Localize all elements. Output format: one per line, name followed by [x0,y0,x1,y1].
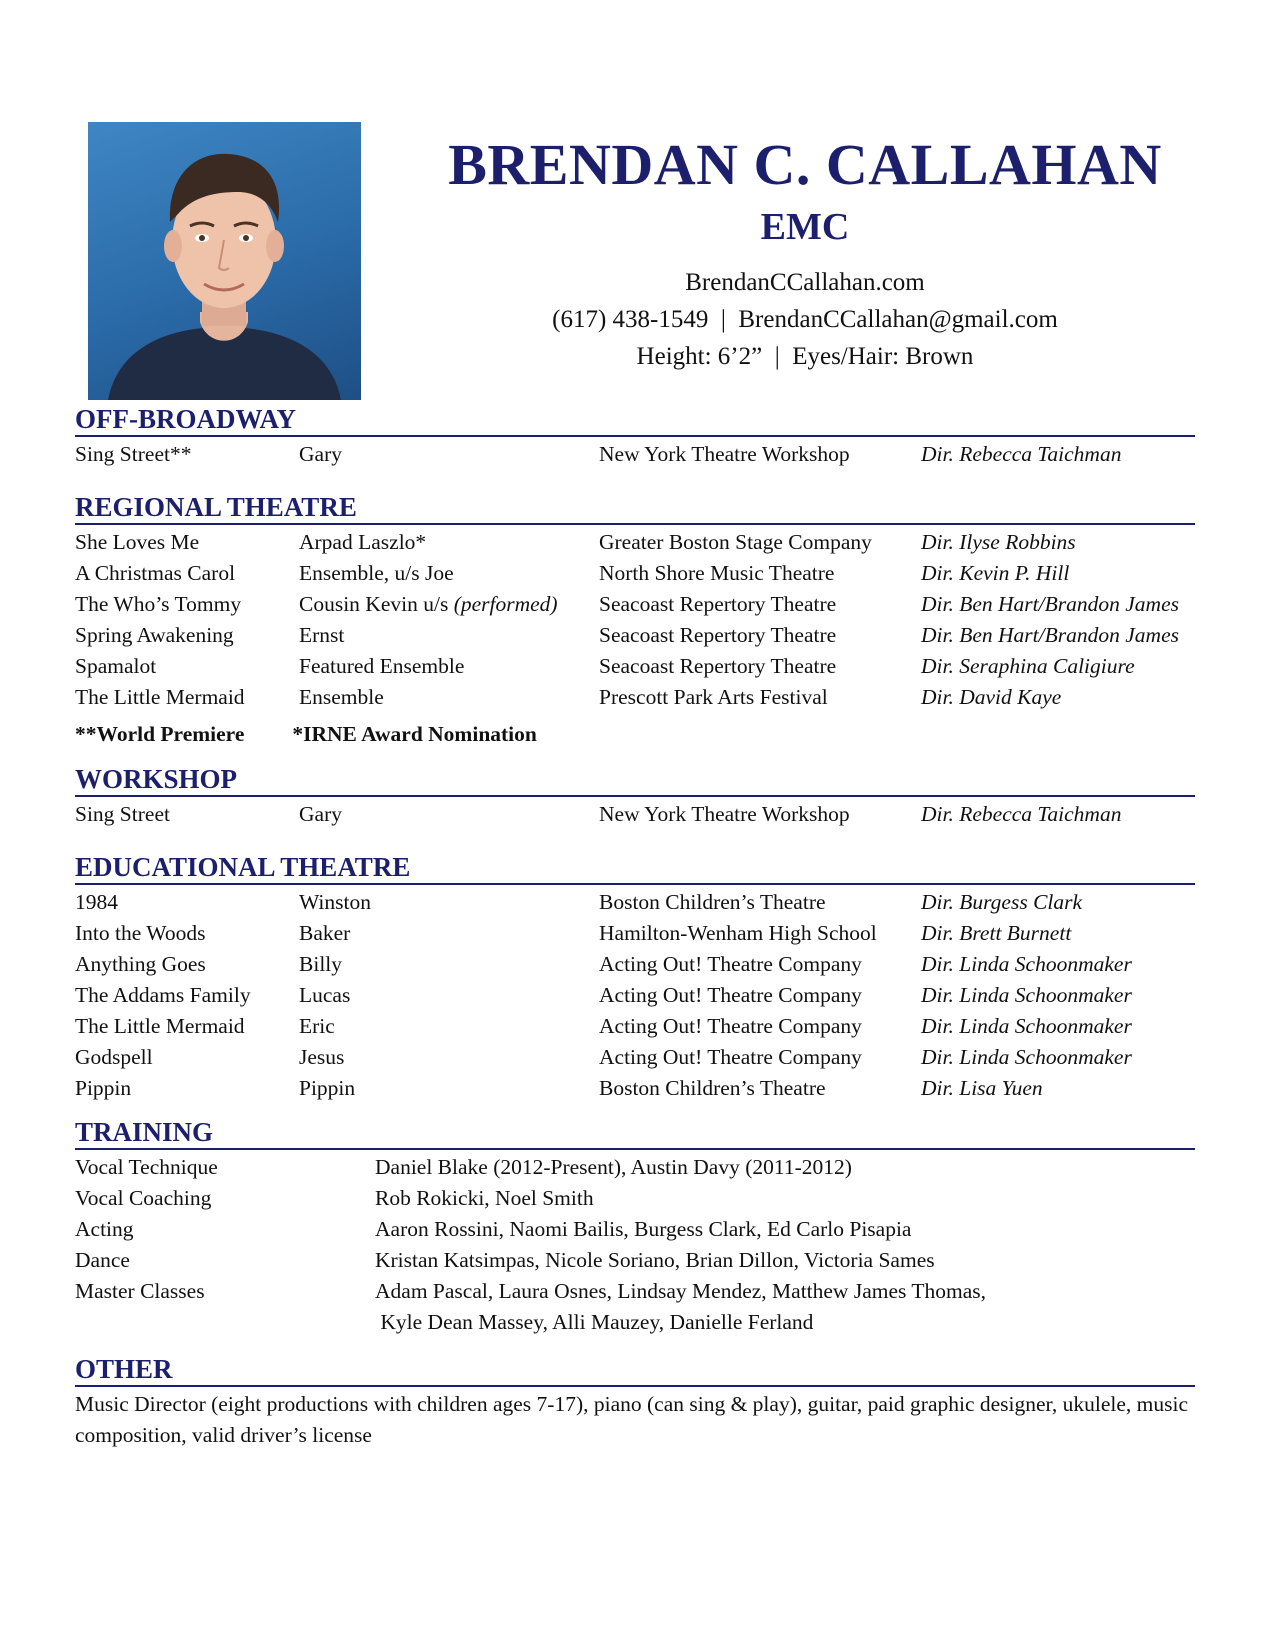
venue: North Shore Music Theatre [599,561,835,585]
director: Dir. Rebecca Taichman [921,802,1122,826]
director: Dir. Lisa Yuen [921,1076,1043,1100]
director: Dir. Linda Schoonmaker [921,952,1132,976]
venue: Acting Out! Theatre Company [599,952,862,976]
training-section [75,1116,1195,1338]
director: Dir. Seraphina Caligiure [921,654,1135,678]
venue: New York Theatre Workshop [599,802,850,826]
show-title: A Christmas Carol [75,561,236,585]
role: Winston [299,890,371,914]
venue: Prescott Park Arts Festival [599,685,828,709]
section-title: EDUCATIONAL THEATRE [75,851,1195,885]
venue: Seacoast Repertory Theatre [599,592,837,616]
director: Dir. Ben Hart/Brandon James [921,592,1179,616]
training-teachers: Kyle Dean Massey, Alli Mauzey, Danielle Ferland [375,1310,814,1334]
show-title: The Who’s Tommy [75,592,242,616]
show-title: The Little Mermaid [75,685,245,709]
role: Gary [299,442,342,466]
training-teachers: Daniel Blake (2012-Present), Austin Davy (2011-2012) [375,1155,852,1179]
show-title: Anything Goes [75,952,206,976]
credit-row [75,439,1195,470]
headshot-photo [88,122,361,400]
training-area: Dance [75,1248,130,1272]
show-title: The Addams Family [75,983,251,1007]
director: Dir. Brett Burnett [921,921,1072,945]
training-area: Vocal Coaching [75,1186,212,1210]
role-note: (performed) [453,592,558,616]
training-row [75,1152,1195,1183]
role: Pippin [299,1076,356,1100]
physical-stats: Height: 6’2” | Eyes/Hair: Brown [636,343,974,370]
credit-row [75,1073,1195,1104]
director: Dir. David Kaye [921,685,1062,709]
show-title: The Little Mermaid [75,1014,245,1038]
role: Ensemble, u/s Joe [299,561,454,585]
section-title: OFF-BROADWAY [75,403,1195,437]
show-title: Spring Awakening [75,623,234,647]
venue: Greater Boston Stage Company [599,530,872,554]
credit-row [75,682,1195,713]
training-row [75,1214,1195,1245]
venue: Boston Children’s Theatre [599,1076,826,1100]
role: Baker [299,921,351,945]
training-teachers: Adam Pascal, Laura Osnes, Lindsay Mendez, Matthew James Thomas, [375,1279,987,1303]
role: Billy [299,952,343,976]
performer-name: BRENDAN C. CALLAHAN [448,132,1162,197]
venue: Acting Out! Theatre Company [599,983,862,1007]
show-title: Into the Woods [75,921,206,945]
role: Ensemble [299,685,384,709]
venue: Acting Out! Theatre Company [599,1014,862,1038]
section-title: WORKSHOP [75,763,1195,797]
credit-row [75,949,1195,980]
director: Dir. Ben Hart/Brandon James [921,623,1179,647]
credit-row [75,1011,1195,1042]
section-title: REGIONAL THEATRE [75,491,1195,525]
credit-row [75,589,1195,620]
training-area [75,1307,375,1338]
venue: Seacoast Repertory Theatre [599,654,837,678]
website: BrendanCCallahan.com [685,269,925,296]
director: Dir. Ilyse Robbins [921,530,1076,554]
section-title: OTHER [75,1353,1195,1387]
regional-section [75,491,1195,750]
director: Dir. Linda Schoonmaker [921,1014,1132,1038]
role: Ernst [299,623,345,647]
role: Featured Ensemble [299,654,465,678]
workshop-section [75,763,1195,830]
venue: Hamilton-Wenham High School [599,921,877,945]
credit-row [75,527,1195,558]
role: Jesus [299,1045,345,1069]
irne-nomination-note: *IRNE Award Nomination [292,722,537,746]
director: Dir. Rebecca Taichman [921,442,1122,466]
director: Dir. Linda Schoonmaker [921,1045,1132,1069]
show-title: Sing Street [75,802,170,826]
training-area: Acting [75,1217,134,1241]
resume-header [380,122,1230,375]
training-teachers: Aaron Rossini, Naomi Bailis, Burgess Clark, Ed Carlo Pisapia [375,1217,912,1241]
director: Dir. Burgess Clark [921,890,1083,914]
credit-row [75,887,1195,918]
show-title: Godspell [75,1045,153,1069]
credit-row [75,918,1195,949]
training-area: Master Classes [75,1279,205,1303]
training-row [75,1245,1195,1276]
training-area: Vocal Technique [75,1155,218,1179]
role [299,589,599,620]
venue: Seacoast Repertory Theatre [599,623,837,647]
off-broadway-section [75,403,1195,470]
director: Dir. Kevin P. Hill [921,561,1070,585]
training-teachers: Rob Rokicki, Noel Smith [375,1186,594,1210]
section-title: TRAINING [75,1116,1195,1150]
show-title: She Loves Me [75,530,200,554]
show-title: 1984 [75,890,118,914]
training-row [75,1307,1195,1338]
role: Arpad Laszlo* [299,530,427,554]
role: Eric [299,1014,335,1038]
other-skills: Music Director (eight productions with children ages 7-17), piano (can sing & play), guitar, paid graphic designer, ukulele, music composition, valid driver’s license [75,1392,1188,1447]
venue: Boston Children’s Theatre [599,890,826,914]
role: Gary [299,802,342,826]
training-row [75,1276,1195,1307]
role-name: Cousin Kevin u/s [299,592,454,616]
training-row [75,1183,1195,1214]
world-premiere-note: **World Premiere [75,722,245,746]
role: Lucas [299,983,351,1007]
phone-email: (617) 438-1549 | BrendanCCallahan@gmail.com [552,306,1058,333]
credit-row [75,651,1195,682]
training-teachers: Kristan Katsimpas, Nicole Soriano, Brian Dillon, Victoria Sames [375,1248,935,1272]
credit-row [75,1042,1195,1073]
director: Dir. Linda Schoonmaker [921,983,1132,1007]
credit-row [75,799,1195,830]
show-title: Pippin [75,1076,132,1100]
other-section [75,1353,1195,1451]
credit-row [75,620,1195,651]
credit-notes [75,719,1195,750]
credit-row [75,558,1195,589]
union-status: EMC [760,206,850,248]
show-title: Sing Street** [75,442,192,466]
credit-row [75,980,1195,1011]
venue: Acting Out! Theatre Company [599,1045,862,1069]
educational-section [75,851,1195,1104]
venue: New York Theatre Workshop [599,442,850,466]
show-title: Spamalot [75,654,157,678]
portrait-illustration [88,122,361,400]
